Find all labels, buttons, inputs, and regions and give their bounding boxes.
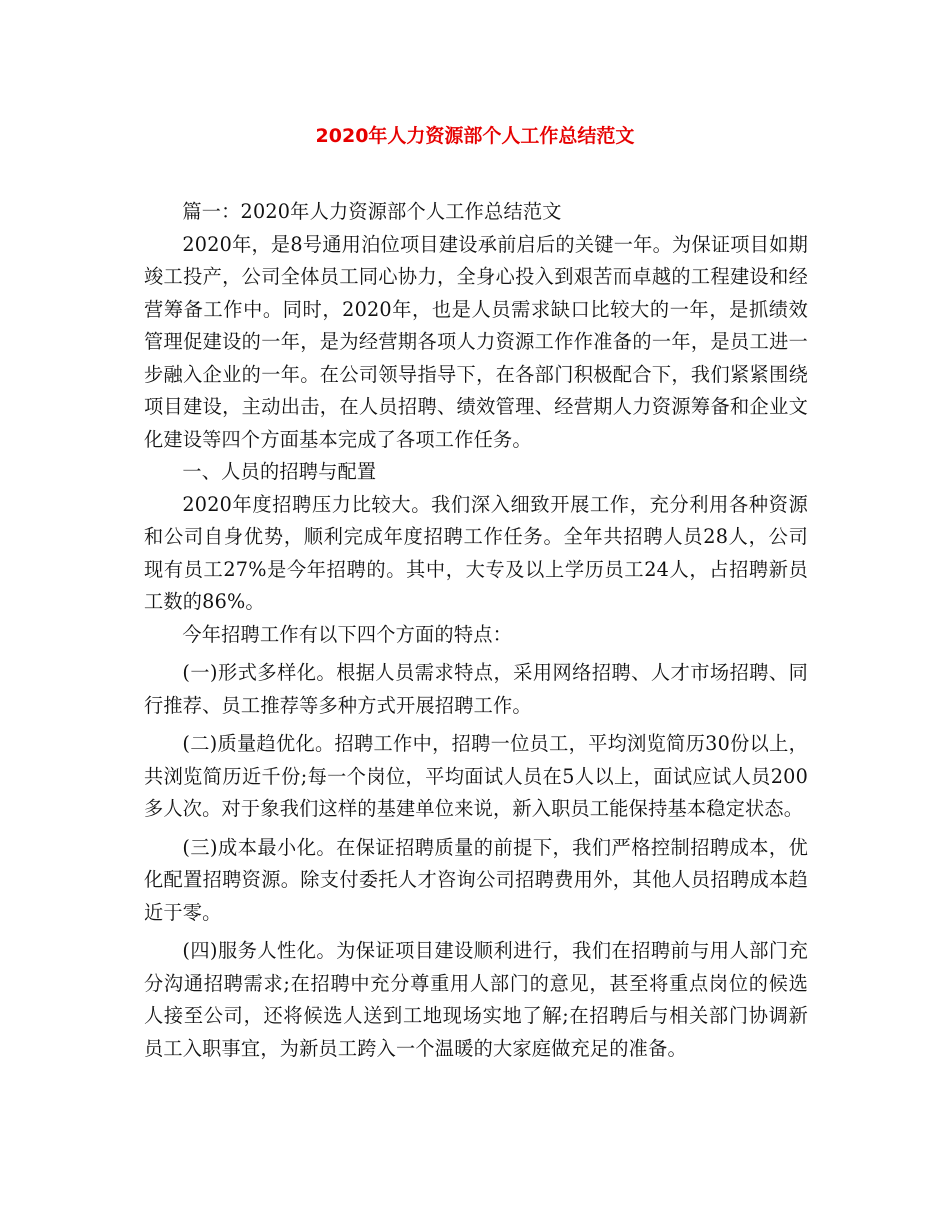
document-title: 2020年人力资源部个人工作总结范文 xyxy=(315,125,635,147)
paragraph-features-intro: 今年招聘工作有以下四个方面的特点： xyxy=(182,622,512,646)
paragraph-feature-1: (一)形式多样化。根据人员需求特点，采用网络招聘、人才市场招聘、同行推荐、员工推荐等多种方式开展招聘工作。 xyxy=(144,661,808,717)
paragraph-feature-4: (四)服务人性化。为保证项目建设顺利进行，我们在招聘前与用人部门充分沟通招聘需求;在招聘中充分尊重用人部门的意见，甚至将重点岗位的候选人接至公司，还将候选人送到工地现场实地了解;在招聘后与相关部门协调新员工入职事宜，为新员工跨入一个温暖的大家庭做充足的准备。 xyxy=(144,939,808,1060)
paragraph-section-heading: 篇一：2020年人力资源部个人工作总结范文 xyxy=(182,200,562,223)
paragraph-feature-2: (二)质量趋优化。招聘工作中，招聘一位员工，平均浏览简历30份以上，共浏览简历近千份;每一个岗位，平均面试人员在5人以上，面试应试人员200多人次。对于象我们这样的基建单位来说，新入职员工能保持基本稳定状态。 xyxy=(144,732,808,820)
document-body xyxy=(144,196,808,1065)
paragraph-intro: 2020年，是8号通用泊位项目建设承前启后的关键一年。为保证项目如期竣工投产，公司全体员工同心协力，全身心投入到艰苦而卓越的工程建设和经营筹备工作中。同时，2020年，也是人员需求缺口比较大的一年，是抓绩效管理促建设的一年，是为经营期各项人力资源工作作准备的一年，是员工进一步融入企业的一年。在公司领导指导下，在各部门积极配合下，我们紧紧围绕项目建设，主动出击，在人员招聘、绩效管理、经营期人力资源筹备和企业文化建设等四个方面基本完成了各项工作任务。 xyxy=(144,232,808,451)
paragraph-feature-3: (三)成本最小化。在保证招聘质量的前提下，我们严格控制招聘成本，优化配置招聘资源。除支付委托人才咨询公司招聘费用外，其他人员招聘成本趋近于零。 xyxy=(144,835,808,924)
paragraph-recruitment-summary: 2020年度招聘压力比较大。我们深入细致开展工作，充分利用各种资源和公司自身优势，顺利完成年度招聘工作任务。全年共招聘人员28人，公司现有员工27%是今年招聘的。其中，大专及以上学历员工24人，占招聘新员工数的86%。 xyxy=(144,492,808,613)
paragraph-recruitment-heading: 一、人员的招聘与配置 xyxy=(182,460,377,483)
